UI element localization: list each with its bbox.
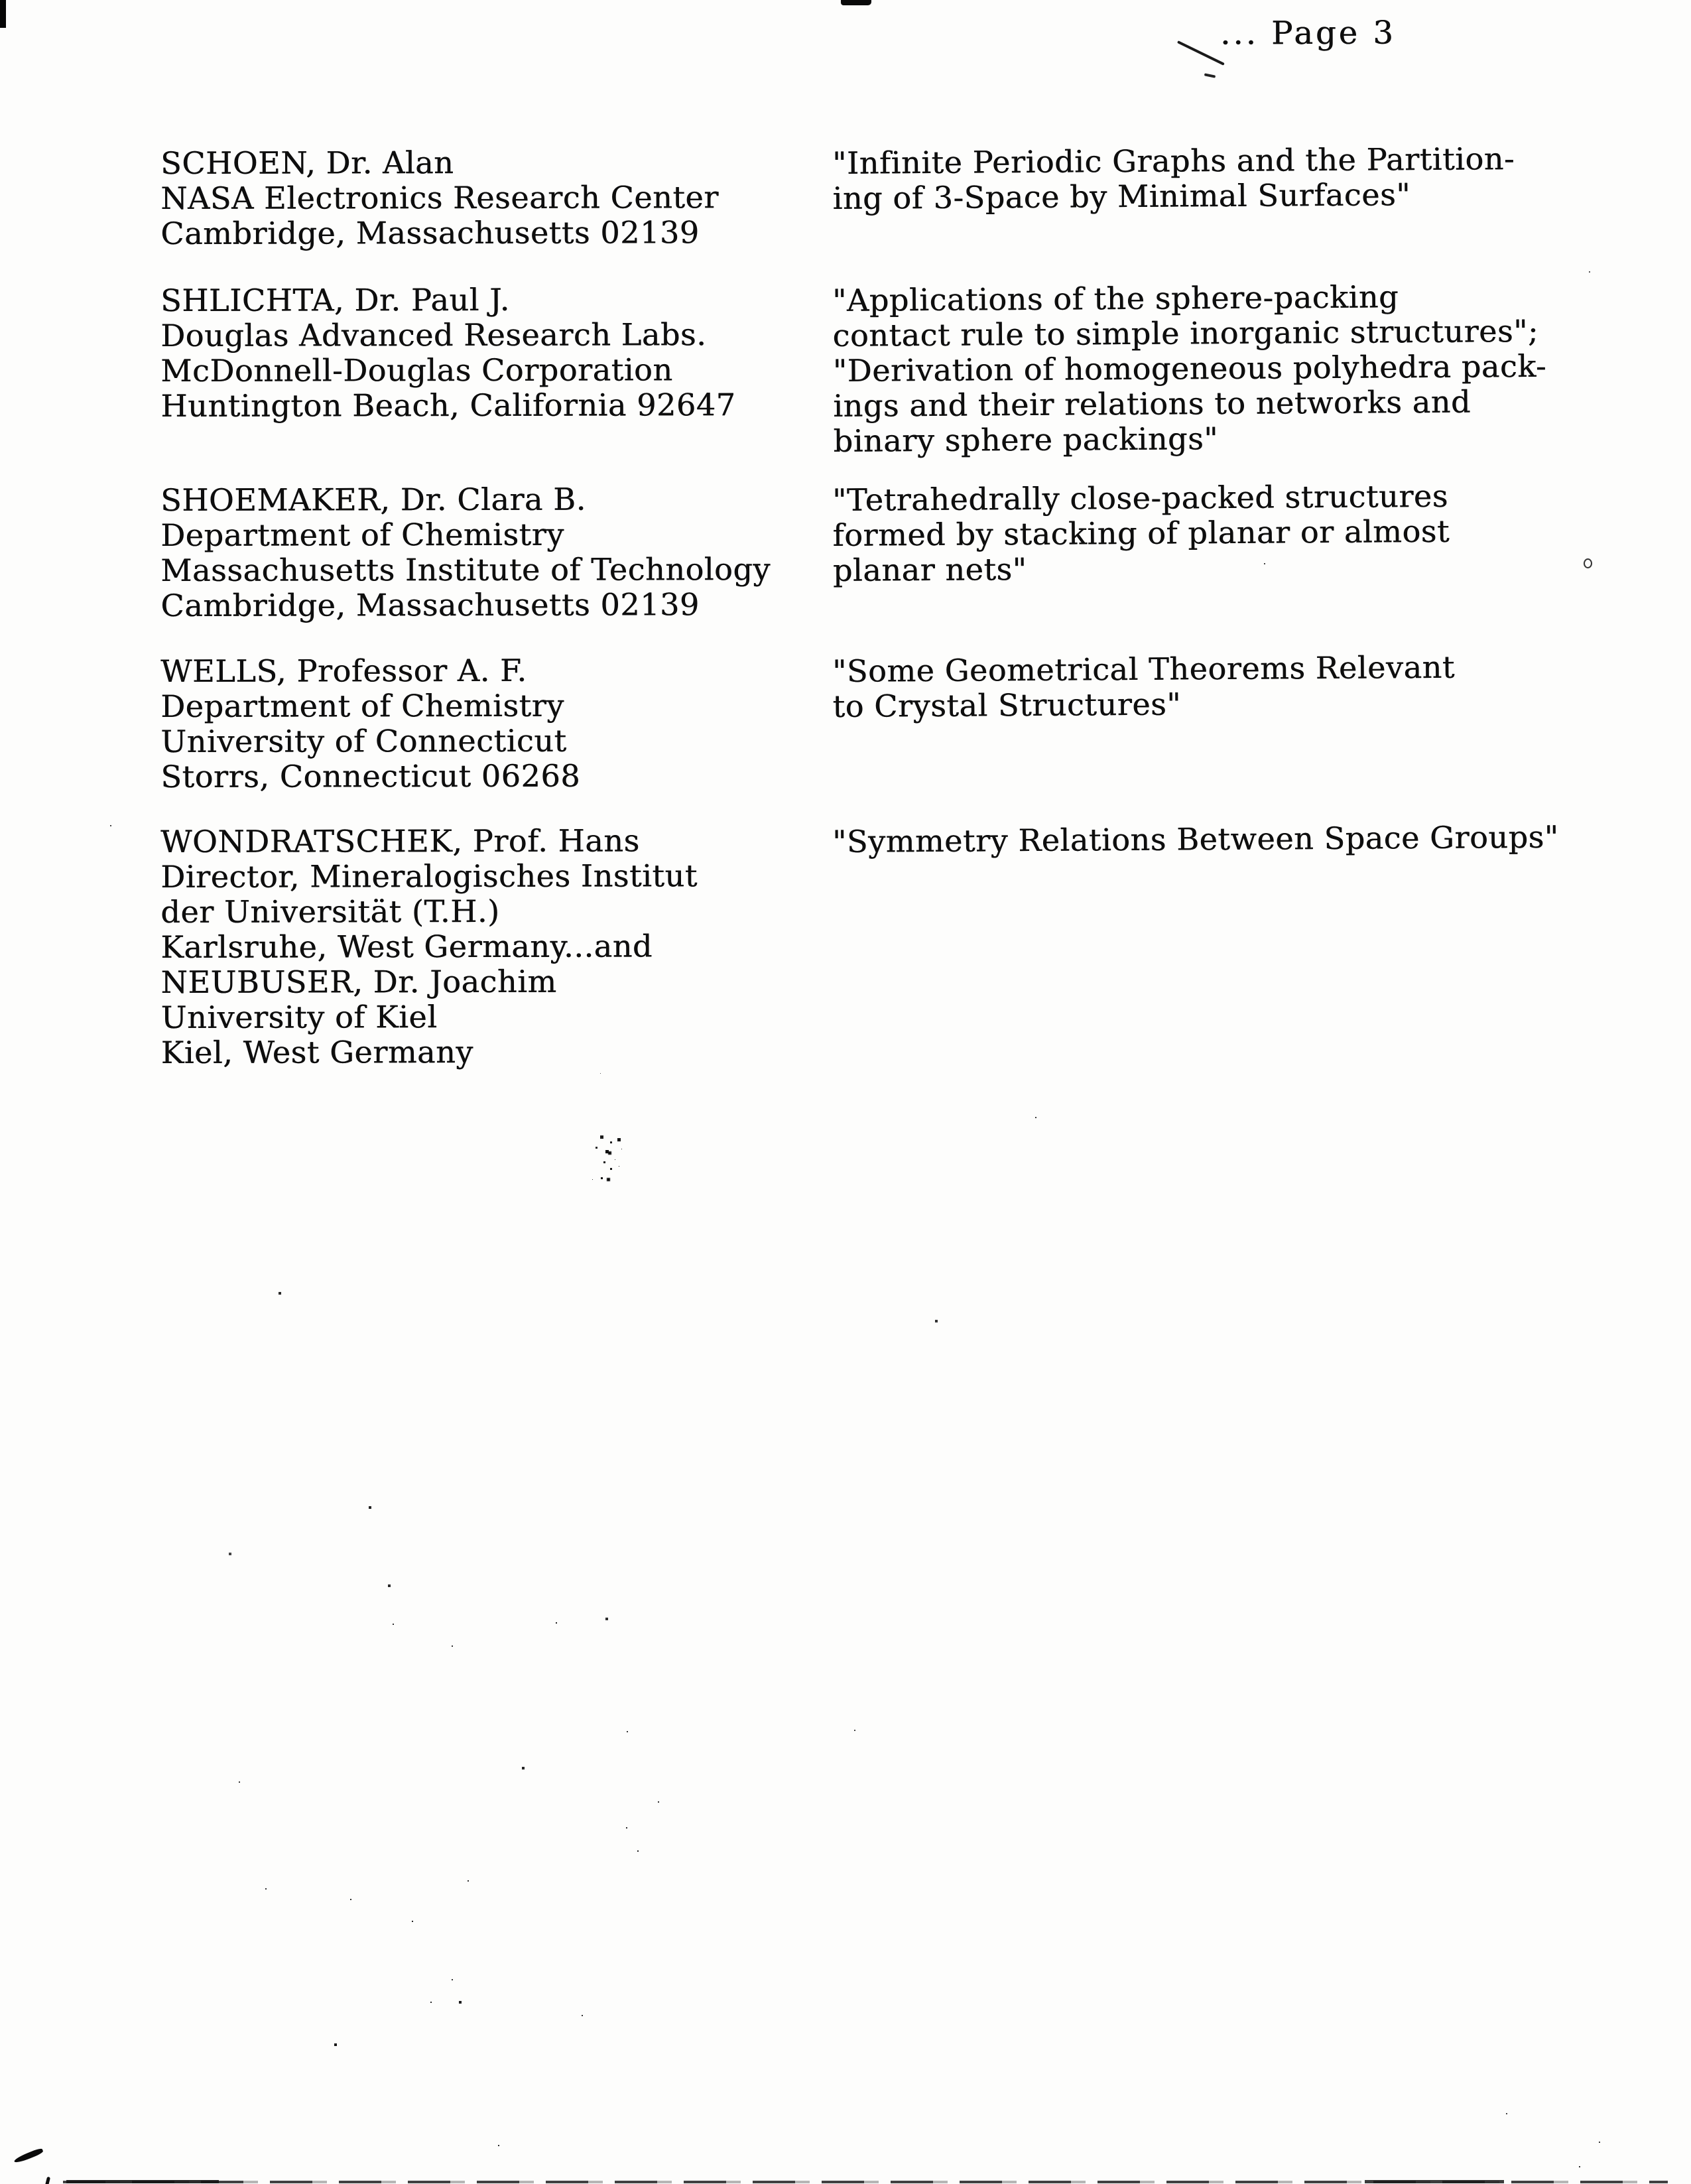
talk-title: "Symmetry Relations Between Space Groups": [832, 818, 1559, 860]
attendee-info: SHOEMAKER, Dr. Clara B. Department of Chemistry Massachusetts Institute of Technology Cambridge, Massachusetts 02139: [160, 481, 771, 623]
scan-edge-mark: [0, 0, 6, 28]
attendee-info: WONDRATSCHEK, Prof. Hans Director, Mineralogisches Institut der Universität (T.H.) Karlsruhe, West Germany...and NEUBUSER, Dr. Joachim University of Kiel Kiel, West Germany: [160, 822, 698, 1070]
pen-mark: [43, 2177, 50, 2184]
talk-title: "Tetrahedrally close-packed structures formed by stacking of planar or almost planar nets": [832, 478, 1450, 588]
attendee-info: SCHOEN, Dr. Alan NASA Electronics Research Center Cambridge, Massachusetts 02139: [160, 145, 719, 251]
scan-edge-mark: [841, 0, 871, 5]
scan-noise-specks: [279, 1292, 281, 1295]
pen-mark: [1177, 40, 1225, 65]
talk-title: "Some Geometrical Theorems Relevant to Crystal Structures": [832, 649, 1455, 724]
ink-smudge: [600, 1135, 603, 1139]
talk-title: "Infinite Periodic Graphs and the Partition- ing of 3-Space by Minimal Surfaces": [832, 141, 1515, 216]
pen-mark: [13, 2148, 44, 2165]
scan-edge-line: [66, 2180, 219, 2183]
page-number: ... Page 3: [1220, 14, 1396, 52]
talk-title: "Applications of the sphere-packing contact rule to simple inorganic structures"; "Derivation of homogeneous polyhedra pack- ings and their relations to networks and binary sphere packings": [832, 279, 1547, 459]
ink-spot: [1584, 558, 1592, 568]
attendee-info: WELLS, Professor A. F. Department of Chemistry University of Connecticut Storrs, Connecticut 06268: [160, 652, 581, 795]
scan-edge-line: [1365, 2180, 1504, 2183]
attendee-info: SHLICHTA, Dr. Paul J. Douglas Advanced Research Labs. McDonnell-Douglas Corporation Huntington Beach, California 92647: [160, 281, 736, 424]
pen-mark: [1204, 73, 1216, 78]
